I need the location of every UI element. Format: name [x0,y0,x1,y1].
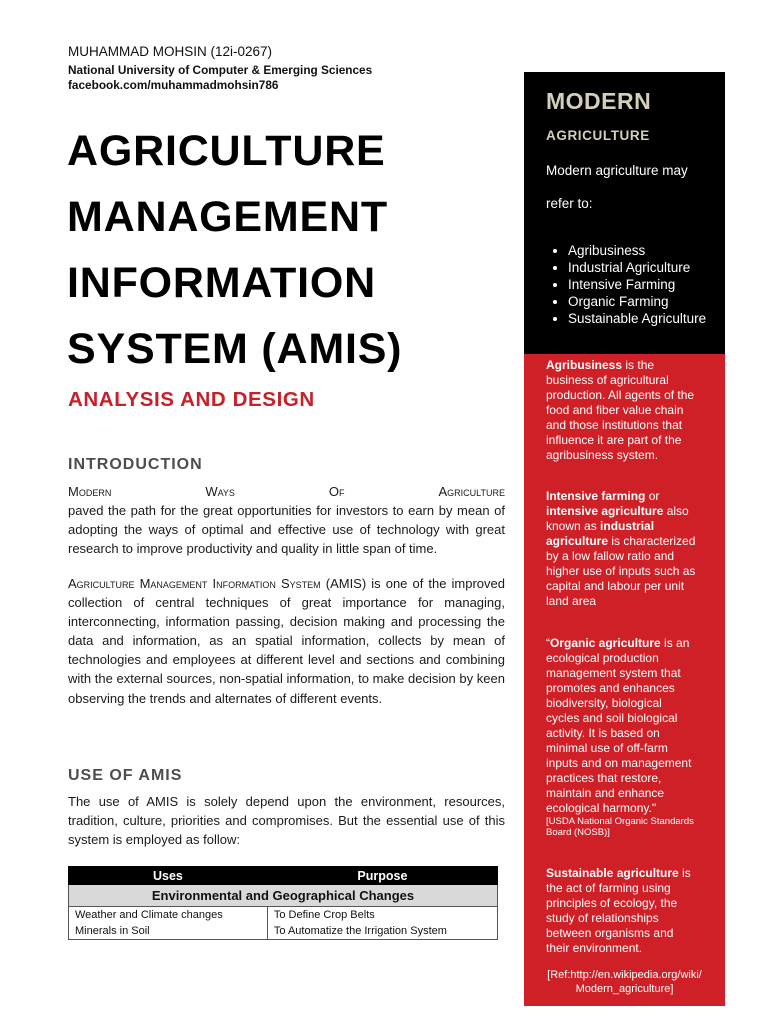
intro-word: Agriculture [438,484,505,499]
title-line-4: SYSTEM (AMIS) [67,325,403,373]
amis-fullname: Agriculture Management Information System [68,576,321,591]
agribusiness-definition [546,358,698,463]
uses-table [68,866,498,940]
intensive-term-2: intensive agriculture [546,504,664,518]
list-item: • Intensive Farming [568,276,738,293]
table-cell: Weather and Climate changes [69,907,268,924]
title-line-2: MANAGEMENT [67,193,388,241]
sidebar-black-panel [524,72,725,354]
intro-spread-line [68,482,505,501]
use-of-amis-paragraph: The use of AMIS is solely depend upon the environment, resources, tradition, culture, priorities and compromises. But the essential use of this system is employed as follow: [68,794,505,848]
introduction-heading: INTRODUCTION [68,456,203,473]
title-line-1: AGRICULTURE [67,127,386,175]
table-group-label: Environmental and Geographical Changes [69,885,498,907]
sidebar-intro-line-1: Modern agriculture may [546,163,688,178]
intro-word: Ways [205,484,235,499]
intensive-also: also known as [546,504,689,533]
reference-line-1[interactable]: [Ref:http://en.wikipedia.org/wiki/ [547,969,702,981]
organic-source: [USDA National Organic Standards Board (NOSB)] [546,816,694,838]
table-cell: To Define Crop Belts [267,907,497,924]
intro-word: Of [328,484,345,499]
table-cell: To Automatize the Irrigation System [267,923,497,940]
table-row [69,907,498,924]
author-name: MUHAMMAD MOHSIN (12i-0267) [68,44,273,59]
organic-text: is an ecological production management system that promotes and enhances biodiversity, biological cycles and soil biological activity. It is based on minimal use of off-farm inputs and on management practices that restore, maintain and enhance ecological harmony." [546,636,692,815]
agribusiness-term: Agribusiness [546,358,623,372]
university-name: National University of Computer & Emerging Sciences [68,63,373,77]
table-cell: Minerals in Soil [69,923,268,940]
organic-term: Organic agriculture [550,636,661,650]
sidebar-subtitle: AGRICULTURE [546,128,650,143]
organic-agriculture-definition [546,636,698,838]
sidebar-red-panel [524,354,725,1006]
title-line-3: INFORMATION [67,259,376,307]
organic-quote: “ [546,636,550,650]
intensive-term-3: industrial agriculture [546,519,655,548]
facebook-link[interactable]: facebook.com/muhammadmohsin786 [68,78,279,92]
reference-link[interactable] [524,968,725,996]
reference-line-2[interactable]: Modern_agriculture] [575,983,674,995]
agribusiness-text: is the business of agricultural production. All agents of the food and fiber value chain and those institutions that influence it are part of the agribusiness system. [546,358,695,462]
intro-rest: paved the path for the great opportunities for investors to earn by mean of adopting the ways of optimal and effective use of technology with great research to improve productivity and quality in little span of time. [68,503,505,557]
list-item: • Agribusiness [568,242,738,259]
table-group-row [69,885,498,907]
intensive-term-1: Intensive farming [546,489,646,503]
introduction-paragraph-2 [68,574,505,708]
table-row [69,923,498,940]
list-item: • Industrial Agriculture [568,259,738,276]
sustainable-agriculture-definition [546,866,698,956]
list-item: • Sustainable Agriculture [568,310,738,327]
sidebar-list [548,242,738,327]
sustainable-text: is the act of farming using principles of ecology, the study of relationships between organisms and their environment. [546,866,691,955]
amis-description: (AMIS) is one of the improved collection of central techniques of great importance for managing, interconnecting, information passing, decision making and processing the data and information, as an spatial information, collects by mean of technologies and employees at different level and sections and combining with the external sources, non-spatial information, to make decision by keen observing the trends and alternates of different events. [68,576,505,706]
intensive-farming-definition [546,489,698,609]
table-header-row [69,867,498,885]
intro-word: Modern [68,484,112,499]
sidebar-intro-line-2: refer to: [546,196,593,211]
sidebar-title: MODERN [546,88,652,114]
intensive-or: or [645,489,660,503]
intensive-text: is characterized by a low fallow ratio and higher use of inputs such as capital and labour per unit land area [546,534,696,608]
subtitle: ANALYSIS AND DESIGN [68,388,315,411]
sustainable-term: Sustainable agriculture [546,866,679,880]
table-header-purpose: Purpose [267,867,497,885]
table-header-uses: Uses [69,867,268,885]
list-item: • Organic Farming [568,293,738,310]
use-of-amis-heading: USE OF AMIS [68,767,183,784]
introduction-paragraph-1 [68,482,505,558]
